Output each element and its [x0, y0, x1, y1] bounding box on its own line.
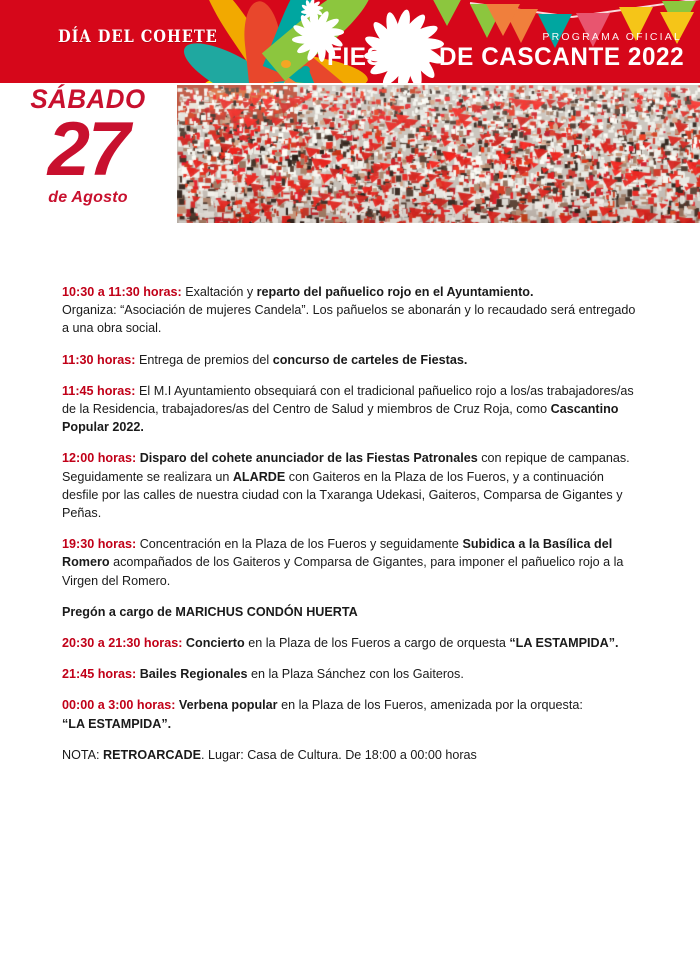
program-entry: [62, 746, 640, 764]
program-text-bold: reparto del pañuelico rojo en el Ayuntamiento.: [256, 285, 534, 299]
program-entry: [62, 634, 640, 652]
program-text-bold: “LA ESTAMPIDA”.: [509, 636, 619, 651]
program-text-bold: concurso de carteles de Fiestas.: [272, 352, 468, 367]
program-entry-line: [62, 634, 640, 652]
program-entry-line: [62, 535, 640, 590]
program-text-bold: Concierto: [185, 636, 245, 651]
program-entry-time: 19:30 horas:: [62, 537, 137, 552]
date-weekday: SÁBADO: [30, 84, 146, 114]
crowd-photo: [177, 85, 700, 223]
program-text-bold: Subidica a la Basílica del Romero: [62, 537, 613, 570]
program-official-label: PROGRAMA OFICIAL: [542, 31, 682, 43]
program-entry-time: 00:00 a 3:00 horas:: [62, 698, 176, 713]
program-entry-line: [62, 449, 640, 467]
program-entry-line: [62, 468, 640, 523]
program-entry-line: [62, 301, 640, 337]
program-entry-line: [62, 746, 640, 764]
day-title: DÍA DEL COHETE: [58, 27, 218, 47]
program-text: El M.I Ayuntamiento obsequiará con el tradicional pañuelico rojo a los/as trabajadores/as de la Residencia, trabajadores/as del Centro de Salud y miembros de Cruz Roja, como: [62, 383, 634, 417]
program-entry: [62, 603, 640, 621]
program-text-bold: Bailes Regionales: [139, 667, 248, 682]
program-text-bold: Cascantino Popular 2022.: [62, 402, 619, 435]
program-text: en la Plaza de los Fueros, amenizada por la orquesta:: [277, 698, 583, 713]
program-text-bold: Disparo del cohete anunciador de las Fiestas Patronales: [139, 451, 478, 466]
program-entry-line: [62, 283, 640, 301]
program-entry-line: [62, 696, 640, 714]
program-text-bold: Verbena popular: [178, 698, 278, 713]
program-entry: [62, 535, 640, 590]
festival-title: FIESTAS DE CASCANTE 2022: [326, 43, 684, 71]
date-block: [0, 86, 176, 207]
program-entry-time: 21:45 horas:: [62, 667, 137, 682]
program-entry-line: [62, 665, 640, 683]
program-text: acompañados de los Gaiteros y Comparsa de Gigantes, para imponer el pañuelico rojo a la Virgen del Romero.: [62, 555, 624, 588]
program-entry: [62, 696, 640, 732]
program-entry-line: [62, 382, 640, 437]
program-entry: [62, 382, 640, 437]
program-entry-time: 10:30 a 11:30 horas:: [62, 285, 182, 299]
program-text: en la Plaza Sánchez con los Gaiteros.: [247, 667, 464, 682]
program-text: Seguidamente se realizara un: [62, 469, 233, 484]
program-entry: [62, 283, 640, 338]
crowd-photo-canvas: [177, 85, 700, 223]
program-entry: [62, 665, 640, 683]
program-text: . Lugar: Casa de Cultura. De 18:00 a 00:00 horas: [201, 747, 477, 762]
program-text: Organiza: “Asociación de mujeres Candela”. Los pañuelos se abonarán y lo recaudado será entregado a una obra social.: [62, 303, 636, 336]
program-text: Concentración en la Plaza de los Fueros y seguidamente: [136, 537, 463, 552]
program-text: con Gaiteros en la Plaza de los Fueros, y a continuación desfile por las calles de nuestra ciudad con la Txaranga Udekasi, Gaiteros, Comparsa de Gigantes y Peñas.: [62, 469, 623, 521]
program-text: NOTA:: [62, 747, 104, 762]
program-entry-time: 11:45 horas:: [62, 383, 136, 398]
program-text-bold: “LA ESTAMPIDA”.: [62, 716, 172, 731]
program-entry: [62, 351, 640, 369]
program-text-bold: RETROARCADE: [103, 747, 201, 762]
program-text: con repique de campanas.: [477, 451, 630, 466]
program-text-bold: ALARDE: [232, 469, 286, 484]
program-text: Exaltación y: [181, 285, 257, 299]
program-entry: [62, 449, 640, 522]
date-number: 27: [47, 107, 129, 192]
program-text-bold: Pregón a cargo de MARICHUS CONDÓN HUERTA: [62, 604, 358, 619]
header-banner: [0, 0, 700, 83]
program-schedule: [62, 283, 640, 777]
program-entry-time: 11:30 horas:: [62, 352, 136, 367]
program-entry-time: 12:00 horas:: [62, 451, 137, 466]
program-entry-line: [62, 715, 640, 733]
program-entry-time: 20:30 a 21:30 horas:: [62, 636, 183, 651]
date-month: de Agosto: [48, 188, 128, 206]
program-text: Entrega de premios del: [135, 352, 273, 367]
program-entry-line: [62, 351, 640, 369]
program-text: en la Plaza de los Fueros a cargo de orquesta: [244, 636, 510, 651]
program-entry-line: [62, 603, 640, 621]
